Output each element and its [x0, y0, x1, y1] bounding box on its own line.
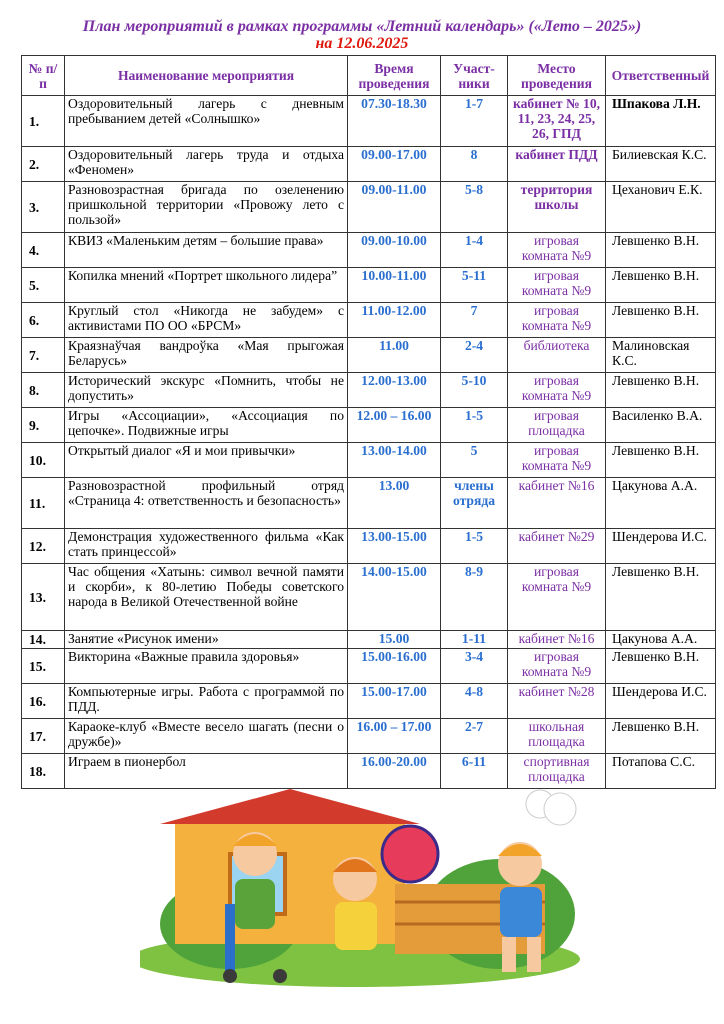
- table-row: [22, 408, 716, 443]
- table-row: [22, 529, 716, 564]
- event-responsible: Левшенко В.Н.: [606, 303, 716, 338]
- table-row: [22, 564, 716, 631]
- page-title: [0, 18, 724, 52]
- event-place: кабинет ПДД: [508, 147, 606, 182]
- event-responsible: Малиновская К.С.: [606, 338, 716, 373]
- event-responsible: Шендерова И.С.: [606, 684, 716, 719]
- event-participants: 5-10: [441, 373, 508, 408]
- event-place: библиотека: [508, 338, 606, 373]
- row-number: 13.: [22, 564, 65, 631]
- event-name: Оздоровительный лагерь с дневным пребыванием детей «Солнышко»: [65, 96, 348, 147]
- row-number: 18.: [22, 754, 65, 789]
- table-row: [22, 649, 716, 684]
- event-participants: 2-4: [441, 338, 508, 373]
- event-name: Час общения «Хатынь: символ вечной памяти и скорби», к 80-летию Победы советского народа в Великой Отечественной войне: [65, 564, 348, 631]
- event-name: Разновозрастной профильный отряд «Страница 4: ответственность и безопасность»: [65, 478, 348, 529]
- event-participants: 5-8: [441, 182, 508, 233]
- event-participants: 3-4: [441, 649, 508, 684]
- table-row: [22, 719, 716, 754]
- event-responsible: Левшенко В.Н.: [606, 719, 716, 754]
- event-time: 07.30-18.30: [348, 96, 441, 147]
- table-row: [22, 631, 716, 649]
- event-place: игровая комната №9: [508, 233, 606, 268]
- row-number: 12.: [22, 529, 65, 564]
- table-row: [22, 373, 716, 408]
- event-name: Викторина «Важные правила здоровья»: [65, 649, 348, 684]
- event-place: кабинет №28: [508, 684, 606, 719]
- event-name: Занятие «Рисунок имени»: [65, 631, 348, 649]
- event-participants: 5-11: [441, 268, 508, 303]
- row-number: 6.: [22, 303, 65, 338]
- event-responsible: Цакунова А.А.: [606, 631, 716, 649]
- col-number: № п/п: [22, 56, 65, 96]
- event-participants: 1-7: [441, 96, 508, 147]
- event-time: 16.00-20.00: [348, 754, 441, 789]
- event-participants: члены отряда: [441, 478, 508, 529]
- event-responsible: Цеханович Е.К.: [606, 182, 716, 233]
- event-name: Разновозрастная бригада по озеленению пришкольной территории «Провожу лето с пользой»: [65, 182, 348, 233]
- col-responsible: Ответственный: [606, 56, 716, 96]
- event-place: кабинет №29: [508, 529, 606, 564]
- event-place: территория школы: [508, 182, 606, 233]
- row-number: 10.: [22, 443, 65, 478]
- event-participants: 8-9: [441, 564, 508, 631]
- event-place: кабинет №16: [508, 631, 606, 649]
- event-participants: 1-5: [441, 529, 508, 564]
- event-time: 15.00-16.00: [348, 649, 441, 684]
- table-row: [22, 443, 716, 478]
- event-responsible: Василенко В.А.: [606, 408, 716, 443]
- event-responsible: Шендерова И.С.: [606, 529, 716, 564]
- event-name: Компьютерные игры. Работа с программой по ПДД.: [65, 684, 348, 719]
- row-number: 16.: [22, 684, 65, 719]
- row-number: 7.: [22, 338, 65, 373]
- event-name: КВИЗ «Маленьким детям – большие права»: [65, 233, 348, 268]
- event-time: 12.00-13.00: [348, 373, 441, 408]
- event-time: 15.00-17.00: [348, 684, 441, 719]
- event-responsible: Левшенко В.Н.: [606, 268, 716, 303]
- table-row: [22, 338, 716, 373]
- event-place: школьная площадка: [508, 719, 606, 754]
- event-time: 10.00-11.00: [348, 268, 441, 303]
- col-place: Место проведения: [508, 56, 606, 96]
- event-participants: 8: [441, 147, 508, 182]
- event-responsible: Левшенко В.Н.: [606, 564, 716, 631]
- event-participants: 1-4: [441, 233, 508, 268]
- event-responsible: Цакунова А.А.: [606, 478, 716, 529]
- row-number: 11.: [22, 478, 65, 529]
- events-table: [21, 55, 716, 789]
- row-number: 2.: [22, 147, 65, 182]
- event-name: Караоке-клуб «Вместе весело шагать (песни о дружбе)»: [65, 719, 348, 754]
- event-responsible: Билиевская К.С.: [606, 147, 716, 182]
- title-line: План мероприятий в рамках программы «Летний календарь» («Лето – 2025»): [82, 18, 642, 35]
- event-name: Исторический экскурс «Помнить, чтобы не допустить»: [65, 373, 348, 408]
- event-time: 13.00-15.00: [348, 529, 441, 564]
- event-participants: 4-8: [441, 684, 508, 719]
- event-participants: 2-7: [441, 719, 508, 754]
- title-date: на 12.06.2025: [315, 35, 409, 52]
- event-participants: 7: [441, 303, 508, 338]
- event-time: 09.00-11.00: [348, 182, 441, 233]
- table-row: [22, 182, 716, 233]
- event-participants: 5: [441, 443, 508, 478]
- table-header: [22, 56, 716, 96]
- event-place: спортивная площадка: [508, 754, 606, 789]
- event-participants: 6-11: [441, 754, 508, 789]
- event-place: игровая комната №9: [508, 649, 606, 684]
- event-responsible: Левшенко В.Н.: [606, 373, 716, 408]
- table-row: [22, 478, 716, 529]
- event-place: игровая комната №9: [508, 443, 606, 478]
- event-name: Краязнаўчая вандроўка «Мая прыгожая Беларусь»: [65, 338, 348, 373]
- event-responsible: Потапова С.С.: [606, 754, 716, 789]
- row-number: 4.: [22, 233, 65, 268]
- children-illustration: [140, 784, 590, 992]
- event-responsible: Левшенко В.Н.: [606, 443, 716, 478]
- event-name: Играем в пионербол: [65, 754, 348, 789]
- event-name: Открытый диалог «Я и мои привычки»: [65, 443, 348, 478]
- event-place: игровая комната №9: [508, 564, 606, 631]
- row-number: 8.: [22, 373, 65, 408]
- event-time: 09.00-10.00: [348, 233, 441, 268]
- event-responsible: Левшенко В.Н.: [606, 649, 716, 684]
- table-row: [22, 684, 716, 719]
- event-responsible: Левшенко В.Н.: [606, 233, 716, 268]
- event-name: Оздоровительный лагерь труда и отдыха «Феномен»: [65, 147, 348, 182]
- table-row: [22, 268, 716, 303]
- event-time: 16.00 – 17.00: [348, 719, 441, 754]
- table-row: [22, 96, 716, 147]
- row-number: 14.: [22, 631, 65, 649]
- table-row: [22, 233, 716, 268]
- event-time: 14.00-15.00: [348, 564, 441, 631]
- table-row: [22, 303, 716, 338]
- event-responsible: Шпакова Л.Н.: [606, 96, 716, 147]
- table-row: [22, 147, 716, 182]
- row-number: 5.: [22, 268, 65, 303]
- col-time: Время проведения: [348, 56, 441, 96]
- event-name: Копилка мнений «Портрет школьного лидера”: [65, 268, 348, 303]
- event-place: игровая комната №9: [508, 303, 606, 338]
- row-number: 3.: [22, 182, 65, 233]
- row-number: 15.: [22, 649, 65, 684]
- event-time: 13.00: [348, 478, 441, 529]
- col-name: Наименование мероприятия: [65, 56, 348, 96]
- event-place: игровая комната №9: [508, 268, 606, 303]
- row-number: 17.: [22, 719, 65, 754]
- event-time: 09.00-17.00: [348, 147, 441, 182]
- event-name: Игры «Ассоциации», «Ассоциация по цепочке». Подвижные игры: [65, 408, 348, 443]
- event-place: игровая комната №9: [508, 373, 606, 408]
- event-time: 12.00 – 16.00: [348, 408, 441, 443]
- row-number: 1.: [22, 96, 65, 147]
- event-name: Демонстрация художественного фильма «Как стать принцессой»: [65, 529, 348, 564]
- col-participants: Участ-ники: [441, 56, 508, 96]
- event-time: 15.00: [348, 631, 441, 649]
- event-time: 11.00: [348, 338, 441, 373]
- event-place: кабинет №16: [508, 478, 606, 529]
- event-time: 13.00-14.00: [348, 443, 441, 478]
- event-name: Круглый стол «Никогда не забудем» с активистами ПО ОО «БРСМ»: [65, 303, 348, 338]
- event-participants: 1-11: [441, 631, 508, 649]
- event-participants: 1-5: [441, 408, 508, 443]
- event-place: игровая площадка: [508, 408, 606, 443]
- row-number: 9.: [22, 408, 65, 443]
- event-time: 11.00-12.00: [348, 303, 441, 338]
- event-place: кабинет № 10, 11, 23, 24, 25, 26, ГПД: [508, 96, 606, 147]
